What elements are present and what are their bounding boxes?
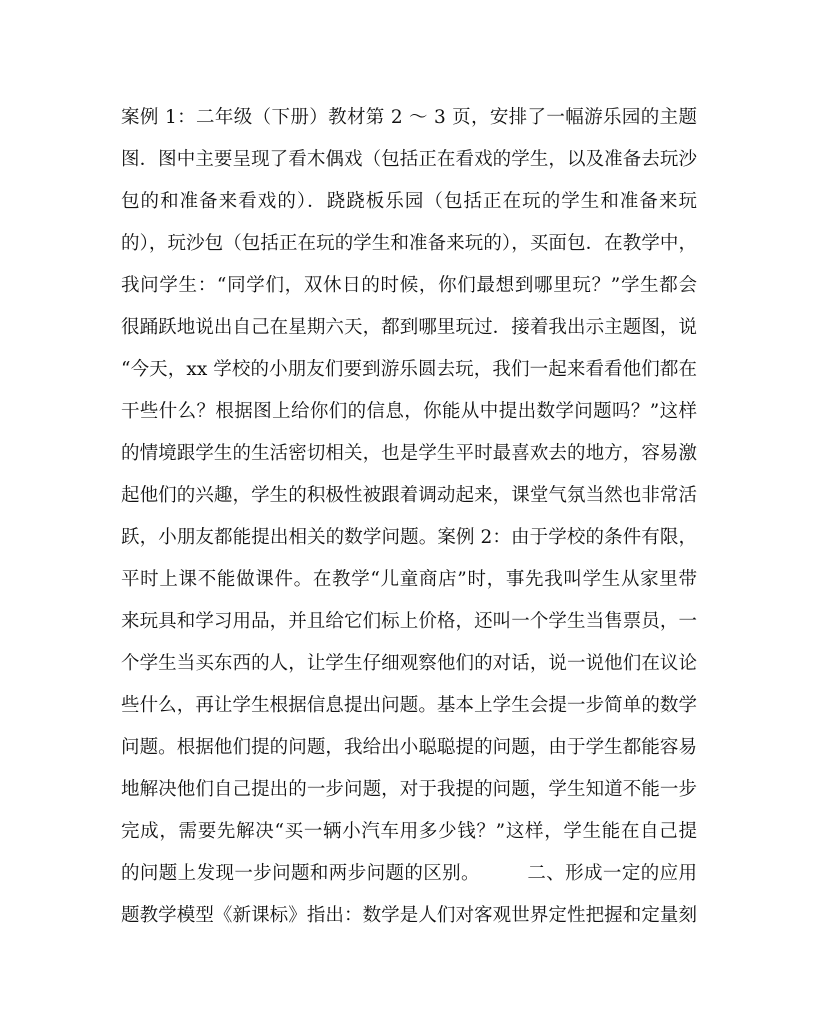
text-line-20: 题教学模型《新课标》指出：数学是人们对客观世界定性把握和定量刻 — [121, 905, 697, 926]
text-line-3: 包的和准备来看戏的）．跷跷板乐园（包括正在玩的学生和准备来玩 — [121, 191, 697, 212]
text-line-12: 平时上课不能做课件。在教学“儿童商店”时，事先我叫学生从家里带 — [121, 569, 697, 590]
text-line-18: 完成，需要先解决“买一辆小汽车用多少钱？”这样，学生能在自己提 — [121, 821, 697, 842]
text-line-6: 很踊跃地说出自己在星期六天，都到哪里玩过．接着我出示主题图，说 — [121, 317, 697, 338]
text-line-8: 干些什么？根据图上给你们的信息，你能从中提出数学问题吗？”这样 — [121, 401, 697, 422]
text-line-10: 起他们的兴趣，学生的积极性被跟着调动起来，课堂气氛当然也非常活 — [121, 485, 697, 506]
text-line-9: 的情境跟学生的生活密切相关，也是学生平时最喜欢去的地方，容易激 — [121, 443, 697, 464]
text-line-2: 图．图中主要呈现了看木偶戏（包括正在看戏的学生，以及准备去玩沙 — [121, 149, 697, 170]
text-line-11: 跃，小朋友都能提出相关的数学问题。案例 2：由于学校的条件有限， — [121, 527, 697, 548]
text-line-5: 我问学生：“同学们，双休日的时候，你们最想到哪里玩？”学生都会 — [121, 275, 697, 296]
text-line-16: 问题。根据他们提的问题，我给出小聪聪提的问题，由于学生都能容易 — [121, 737, 697, 758]
text-line-7: “今天，xx 学校的小朋友们要到游乐圆去玩，我们一起来看看他们都在 — [121, 359, 697, 380]
text-line-14: 个学生当买东西的人，让学生仔细观察他们的对话，说一说他们在议论 — [121, 653, 697, 674]
text-line-4: 的），玩沙包（包括正在玩的学生和准备来玩的），买面包．在教学中， — [121, 233, 697, 254]
text-line-13: 来玩具和学习用品，并且给它们标上价格，还叫一个学生当售票员，一 — [121, 611, 697, 632]
text-line-15: 些什么，再让学生根据信息提出问题。基本上学生会提一步简单的数学 — [121, 695, 697, 716]
text-line-17: 地解决他们自己提出的一步问题，对于我提的问题，学生知道不能一步 — [121, 779, 697, 800]
text-line-19: 的问题上发现一步问题和两步问题的区别。 二、形成一定的应用 — [121, 863, 697, 884]
text-line-1: 案例 1：二年级（下册）教材第 2 ～ 3 页，安排了一幅游乐园的主题 — [121, 107, 697, 128]
